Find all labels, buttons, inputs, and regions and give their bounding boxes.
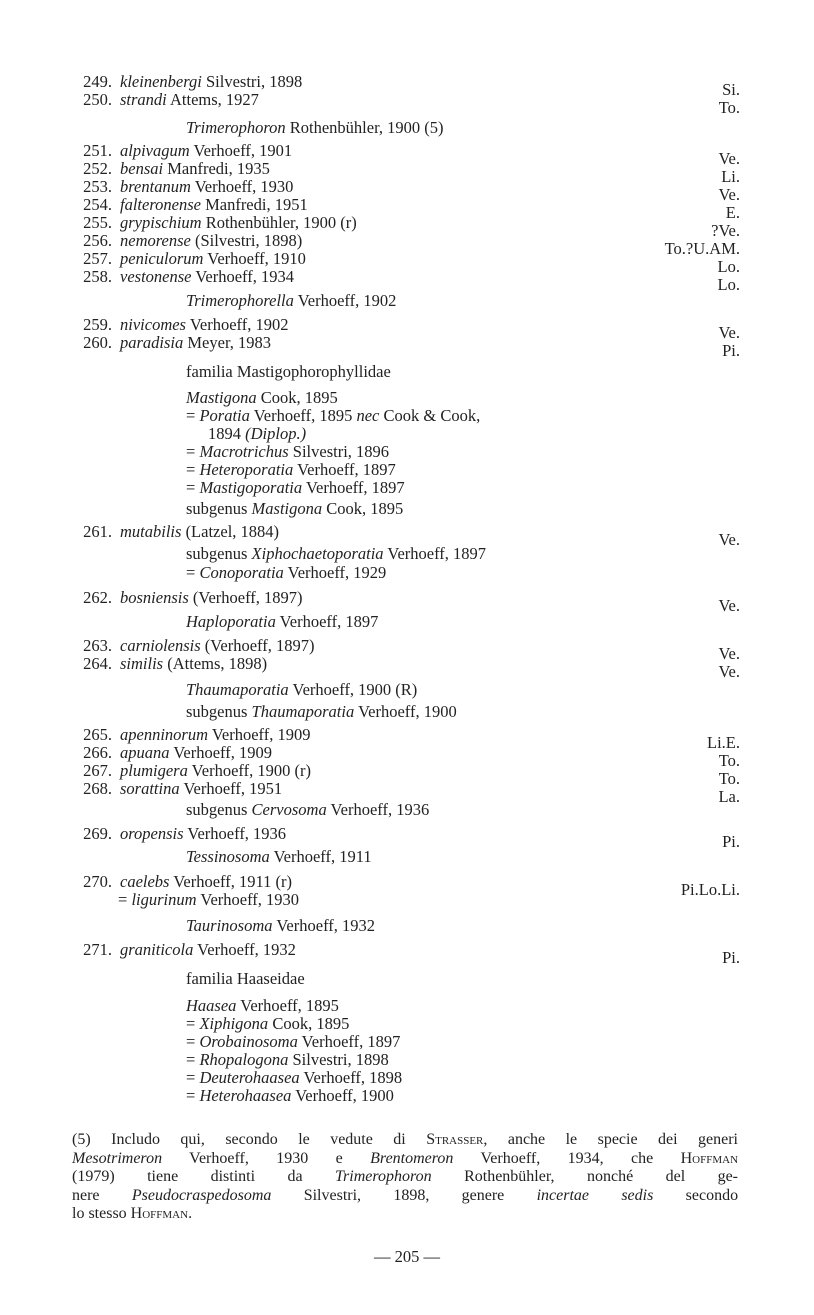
equals-sign: = [186, 1086, 196, 1105]
species-entry [120, 655, 267, 673]
genus-name: Tessinosoma [186, 847, 270, 866]
subgenus-heading [186, 703, 457, 721]
species-entry [120, 142, 292, 160]
synonym-name: Xiphigona [199, 1014, 269, 1033]
synonym-diplop: (Diplop.) [245, 424, 307, 443]
species-name: bensai [120, 159, 164, 178]
footnote-line [72, 1150, 738, 1169]
species-author: (Verhoeff, 1897) [204, 636, 315, 655]
species-author: Silvestri, 1898 [205, 72, 303, 91]
species-distribution: E. [725, 203, 740, 222]
synonym-author: Silvestri, 1896 [292, 442, 390, 461]
subgenus-name: Xiphochaetoporatia [251, 544, 384, 563]
footnote-line [72, 1168, 738, 1187]
author-hoffman: Hoffman [130, 1205, 189, 1222]
genus-name: Haploporatia [186, 612, 276, 631]
synonym-name: Heterohaasea [199, 1086, 292, 1105]
genus-author: Verhoeff, 1897 [279, 612, 379, 631]
genus-trimerophoron: Trimerophoron [335, 1168, 432, 1185]
footnote-text: (1979) tiene distinti da [72, 1168, 303, 1185]
genus-heading [186, 292, 396, 310]
species-author: (Silvestri, 1898) [195, 231, 303, 250]
species-distribution: Pi. [722, 832, 740, 851]
species-name: grypischium [120, 213, 202, 232]
species-distribution: Ve. [718, 530, 740, 549]
species-number: 254. [83, 195, 112, 214]
species-distribution: La. [718, 787, 740, 806]
species-distribution: Pi. [722, 948, 740, 967]
species-number: 255. [83, 213, 112, 232]
species-name: nemorense [120, 231, 191, 250]
footnote-text: nere [72, 1186, 100, 1204]
synonym-line [186, 1033, 400, 1051]
synonym-author: Verhoeff, 1898 [303, 1068, 403, 1087]
synonym-continuation [208, 425, 306, 443]
species-author: (Verhoeff, 1897) [192, 588, 303, 607]
footnote-text: Verhoeff, 1934, che [480, 1149, 654, 1167]
species-number: 260. [83, 333, 112, 352]
species-entry [120, 316, 288, 334]
subgenus-name: Cervosoma [251, 800, 327, 819]
synonym-author: Verhoeff, 1929 [287, 563, 387, 582]
subgenus-label: subgenus [186, 702, 248, 721]
species-name: oropensis [120, 824, 184, 843]
species-distribution: Li. [721, 167, 740, 186]
species-distribution: To.?U.AM. [664, 239, 740, 258]
species-author: Verhoeff, 1902 [189, 315, 289, 334]
species-entry [120, 637, 314, 655]
species-author: Verhoeff, 1909 [173, 743, 272, 762]
species-name: falteronense [120, 195, 201, 214]
species-distribution: Ve. [718, 644, 740, 663]
footnote [72, 1131, 738, 1224]
species-name: apenninorum [120, 725, 208, 744]
synonym-line [186, 1051, 389, 1069]
species-distribution: Ve. [718, 149, 740, 168]
species-number: 251. [83, 141, 112, 160]
species-distribution: Lo. [717, 275, 740, 294]
species-entry [120, 726, 311, 744]
species-author: (Latzel, 1884) [185, 522, 280, 541]
equals-sign: = [186, 1032, 196, 1051]
synonym-name: Orobainosoma [199, 1032, 298, 1051]
synonym-name: Poratia [199, 406, 250, 425]
species-name: similis [120, 654, 164, 673]
species-name: strandi [120, 90, 167, 109]
species-author: Verhoeff, 1909 [211, 725, 311, 744]
subgenus-label: subgenus [186, 544, 248, 563]
species-distribution: ?Ve. [711, 221, 740, 240]
family-heading: familia Haaseidae [186, 969, 305, 988]
synonym-nec: nec [356, 406, 380, 425]
footnote-mark: (5) [72, 1131, 91, 1148]
genus-name: Mastigona [186, 388, 257, 407]
synonym-name: Macrotrichus [199, 442, 289, 461]
species-name: vestonense [120, 267, 192, 286]
species-number: 261. [83, 522, 112, 541]
species-name: kleinenbergi [120, 72, 202, 91]
footnote-text: , anche le specie dei generi [483, 1131, 739, 1148]
genus-heading [186, 848, 372, 866]
species-entry [120, 268, 294, 286]
synonym-author: Verhoeff, 1897 [297, 460, 396, 479]
species-name: bosniensis [120, 588, 189, 607]
footnote-text: Includo qui, secondo le vedute di [111, 1131, 406, 1148]
subgenus-heading [186, 500, 403, 518]
species-entry [120, 250, 306, 268]
synonym-author: Verhoeff, 1897 [305, 478, 405, 497]
species-number: 266. [83, 743, 112, 762]
equals-sign: = [186, 442, 196, 461]
species-distribution: Ve. [718, 323, 740, 342]
synonym-author: Verhoeff, 1895 [253, 406, 353, 425]
species-entry [120, 780, 282, 798]
species-entry [120, 762, 311, 780]
subgenus-author: Verhoeff, 1936 [330, 800, 430, 819]
genus-name: Thaumaporatia [186, 680, 289, 699]
species-author: Verhoeff, 1911 (r) [173, 872, 292, 891]
genus-author: Verhoeff, 1902 [297, 291, 397, 310]
species-distribution: Pi.Lo.Li. [680, 880, 740, 899]
species-number: 271. [83, 940, 112, 959]
species-name: brentanum [120, 177, 191, 196]
species-number: 249. [83, 72, 112, 91]
subgenus-label: subgenus [186, 800, 248, 819]
subgenus-heading [186, 801, 429, 819]
equals-sign: = [186, 406, 196, 425]
synonym-name: Deuterohaasea [199, 1068, 300, 1087]
species-number: 258. [83, 267, 112, 286]
species-entry [120, 214, 357, 232]
footnote-ref: (5) [424, 118, 444, 137]
footnote-text: lo stesso [72, 1205, 127, 1222]
species-distribution: Ve. [718, 662, 740, 681]
synonym-author: Verhoeff, 1930 [200, 890, 300, 909]
species-entry [120, 941, 296, 959]
species-number: 257. [83, 249, 112, 268]
species-author: Verhoeff, 1910 [207, 249, 306, 268]
species-number: 253. [83, 177, 112, 196]
species-entry [120, 73, 302, 91]
synonym-line [186, 407, 480, 425]
species-entry [120, 232, 302, 250]
species-number: 262. [83, 588, 112, 607]
equals-sign: = [186, 563, 196, 582]
footnote-line [72, 1131, 738, 1150]
species-distribution: Ve. [718, 596, 740, 615]
species-distribution: To. [718, 769, 740, 788]
species-entry [120, 160, 270, 178]
footnote-line [72, 1205, 738, 1224]
species-distribution: Si. [722, 80, 740, 99]
species-name: apuana [120, 743, 170, 762]
species-author: Verhoeff, 1951 [183, 779, 283, 798]
equals-sign: = [186, 460, 196, 479]
species-number: 259. [83, 315, 112, 334]
species-number: 264. [83, 654, 112, 673]
genus-author: Verhoeff, 1932 [276, 916, 376, 935]
species-entry [120, 589, 303, 607]
genus-name: Trimerophoron [186, 118, 286, 137]
species-number: 268. [83, 779, 112, 798]
synonym-author: Verhoeff, 1900 [295, 1086, 394, 1105]
synonym-name: Mastigoporatia [199, 478, 303, 497]
genus-author: Verhoeff, 1900 (R) [292, 680, 418, 699]
species-name: peniculorum [120, 249, 204, 268]
species-author: Verhoeff, 1930 [194, 177, 294, 196]
equals-sign: = [186, 1068, 196, 1087]
equals-sign: = [186, 1014, 196, 1033]
species-author: Meyer, 1983 [187, 333, 272, 352]
subgenus-name: Mastigona [251, 499, 323, 518]
equals-sign: = [186, 478, 196, 497]
footnote-line [72, 1187, 738, 1206]
species-author: Manfredi, 1951 [205, 195, 308, 214]
species-name: caelebs [120, 872, 170, 891]
genus-author: Verhoeff, 1895 [240, 996, 339, 1015]
species-name: graniticola [120, 940, 194, 959]
species-entry [120, 873, 292, 891]
species-entry [120, 196, 308, 214]
synonym-name: Rhopalogona [199, 1050, 289, 1069]
synonym-author: Cook, 1895 [272, 1014, 350, 1033]
species-number: 250. [83, 90, 112, 109]
synonym-name: Heteroporatia [199, 460, 294, 479]
species-author: Manfredi, 1935 [167, 159, 270, 178]
synonym-author-2: Cook & Cook, [383, 406, 481, 425]
synonym-line [186, 1087, 394, 1105]
species-entry [120, 91, 259, 109]
genus-name: Taurinosoma [186, 916, 273, 935]
synonym-line [186, 443, 389, 461]
species-name: alpivagum [120, 141, 190, 160]
footnote-text: Rothenbühler, nonché del ge- [464, 1168, 738, 1185]
species-number: 265. [83, 725, 112, 744]
species-entry [120, 178, 293, 196]
species-author: Verhoeff, 1934 [195, 267, 294, 286]
species-number: 252. [83, 159, 112, 178]
species-name: sorattina [120, 779, 180, 798]
genus-mesotrimeron: Mesotrimeron [72, 1149, 163, 1167]
genus-heading [186, 119, 444, 137]
species-distribution: To. [718, 751, 740, 770]
footnote-text: secondo [685, 1186, 739, 1204]
species-name: paradisia [120, 333, 184, 352]
species-author: Verhoeff, 1901 [193, 141, 293, 160]
species-distribution: Pi. [722, 341, 740, 360]
genus-name: Trimerophorella [186, 291, 294, 310]
synonym-line [186, 461, 396, 479]
species-author: Verhoeff, 1936 [187, 824, 287, 843]
species-number: 267. [83, 761, 112, 780]
synonym-line [118, 891, 299, 909]
species-entry [120, 334, 271, 352]
equals-sign: = [118, 890, 128, 909]
author-hoffman: Hoffman [680, 1149, 739, 1167]
species-name: plumigera [120, 761, 188, 780]
species-number: 263. [83, 636, 112, 655]
species-author: Verhoeff, 1932 [197, 940, 296, 959]
genus-author: Verhoeff, 1911 [273, 847, 372, 866]
subgenus-author: Cook, 1895 [326, 499, 404, 518]
species-number: 269. [83, 824, 112, 843]
species-name: nivicomes [120, 315, 186, 334]
species-author: Attems, 1927 [169, 90, 259, 109]
synonym-year: 1894 [208, 424, 241, 443]
species-entry [120, 825, 286, 843]
species-distribution: Li.E. [707, 733, 740, 752]
synonym-line [186, 1069, 402, 1087]
genus-brentomeron: Brentomeron [370, 1149, 454, 1167]
footnote-text: Verhoeff, 1930 e [189, 1149, 343, 1167]
synonym-name: Conoporatia [199, 563, 284, 582]
synonym-line [186, 564, 386, 582]
subgenus-author: Verhoeff, 1897 [387, 544, 487, 563]
genus-heading [186, 681, 417, 699]
synonym-line [186, 479, 405, 497]
footnote-text: Silvestri, 1898, genere [303, 1186, 505, 1204]
synonym-author: Silvestri, 1898 [292, 1050, 389, 1069]
species-distribution: To. [718, 98, 740, 117]
genus-author: Cook, 1895 [260, 388, 338, 407]
species-distribution: Ve. [718, 185, 740, 204]
synonym-author: Verhoeff, 1897 [301, 1032, 401, 1051]
genus-author: Rothenbühler, 1900 [289, 118, 421, 137]
subgenus-author: Verhoeff, 1900 [358, 702, 457, 721]
species-author: Rothenbühler, 1900 (r) [205, 213, 357, 232]
footnote-text: . [188, 1205, 193, 1222]
subgenus-name: Thaumaporatia [251, 702, 355, 721]
genus-heading [186, 917, 375, 935]
incertae-sedis: incertae sedis [536, 1186, 654, 1204]
subgenus-label: subgenus [186, 499, 248, 518]
synonym-name: ligurinum [131, 890, 197, 909]
species-name: mutabilis [120, 522, 182, 541]
family-heading: familia Mastigophorophyllidae [186, 362, 391, 381]
genus-name: Haasea [186, 996, 237, 1015]
species-name: carniolensis [120, 636, 201, 655]
species-number: 270. [83, 872, 112, 891]
page-number: — 205 — [374, 1247, 440, 1266]
synonym-line [186, 1015, 349, 1033]
species-author: Verhoeff, 1900 (r) [191, 761, 311, 780]
species-number: 256. [83, 231, 112, 250]
species-entry [120, 523, 279, 541]
genus-heading [186, 997, 339, 1015]
genus-pseudocraspedosoma: Pseudocraspedosoma [131, 1186, 272, 1204]
equals-sign: = [186, 1050, 196, 1069]
author-strasser: Strasser [426, 1131, 484, 1148]
genus-heading [186, 389, 338, 407]
genus-heading [186, 613, 378, 631]
subgenus-heading [186, 545, 486, 563]
species-distribution: Lo. [717, 257, 740, 276]
species-entry [120, 744, 272, 762]
species-author: (Attems, 1898) [167, 654, 268, 673]
